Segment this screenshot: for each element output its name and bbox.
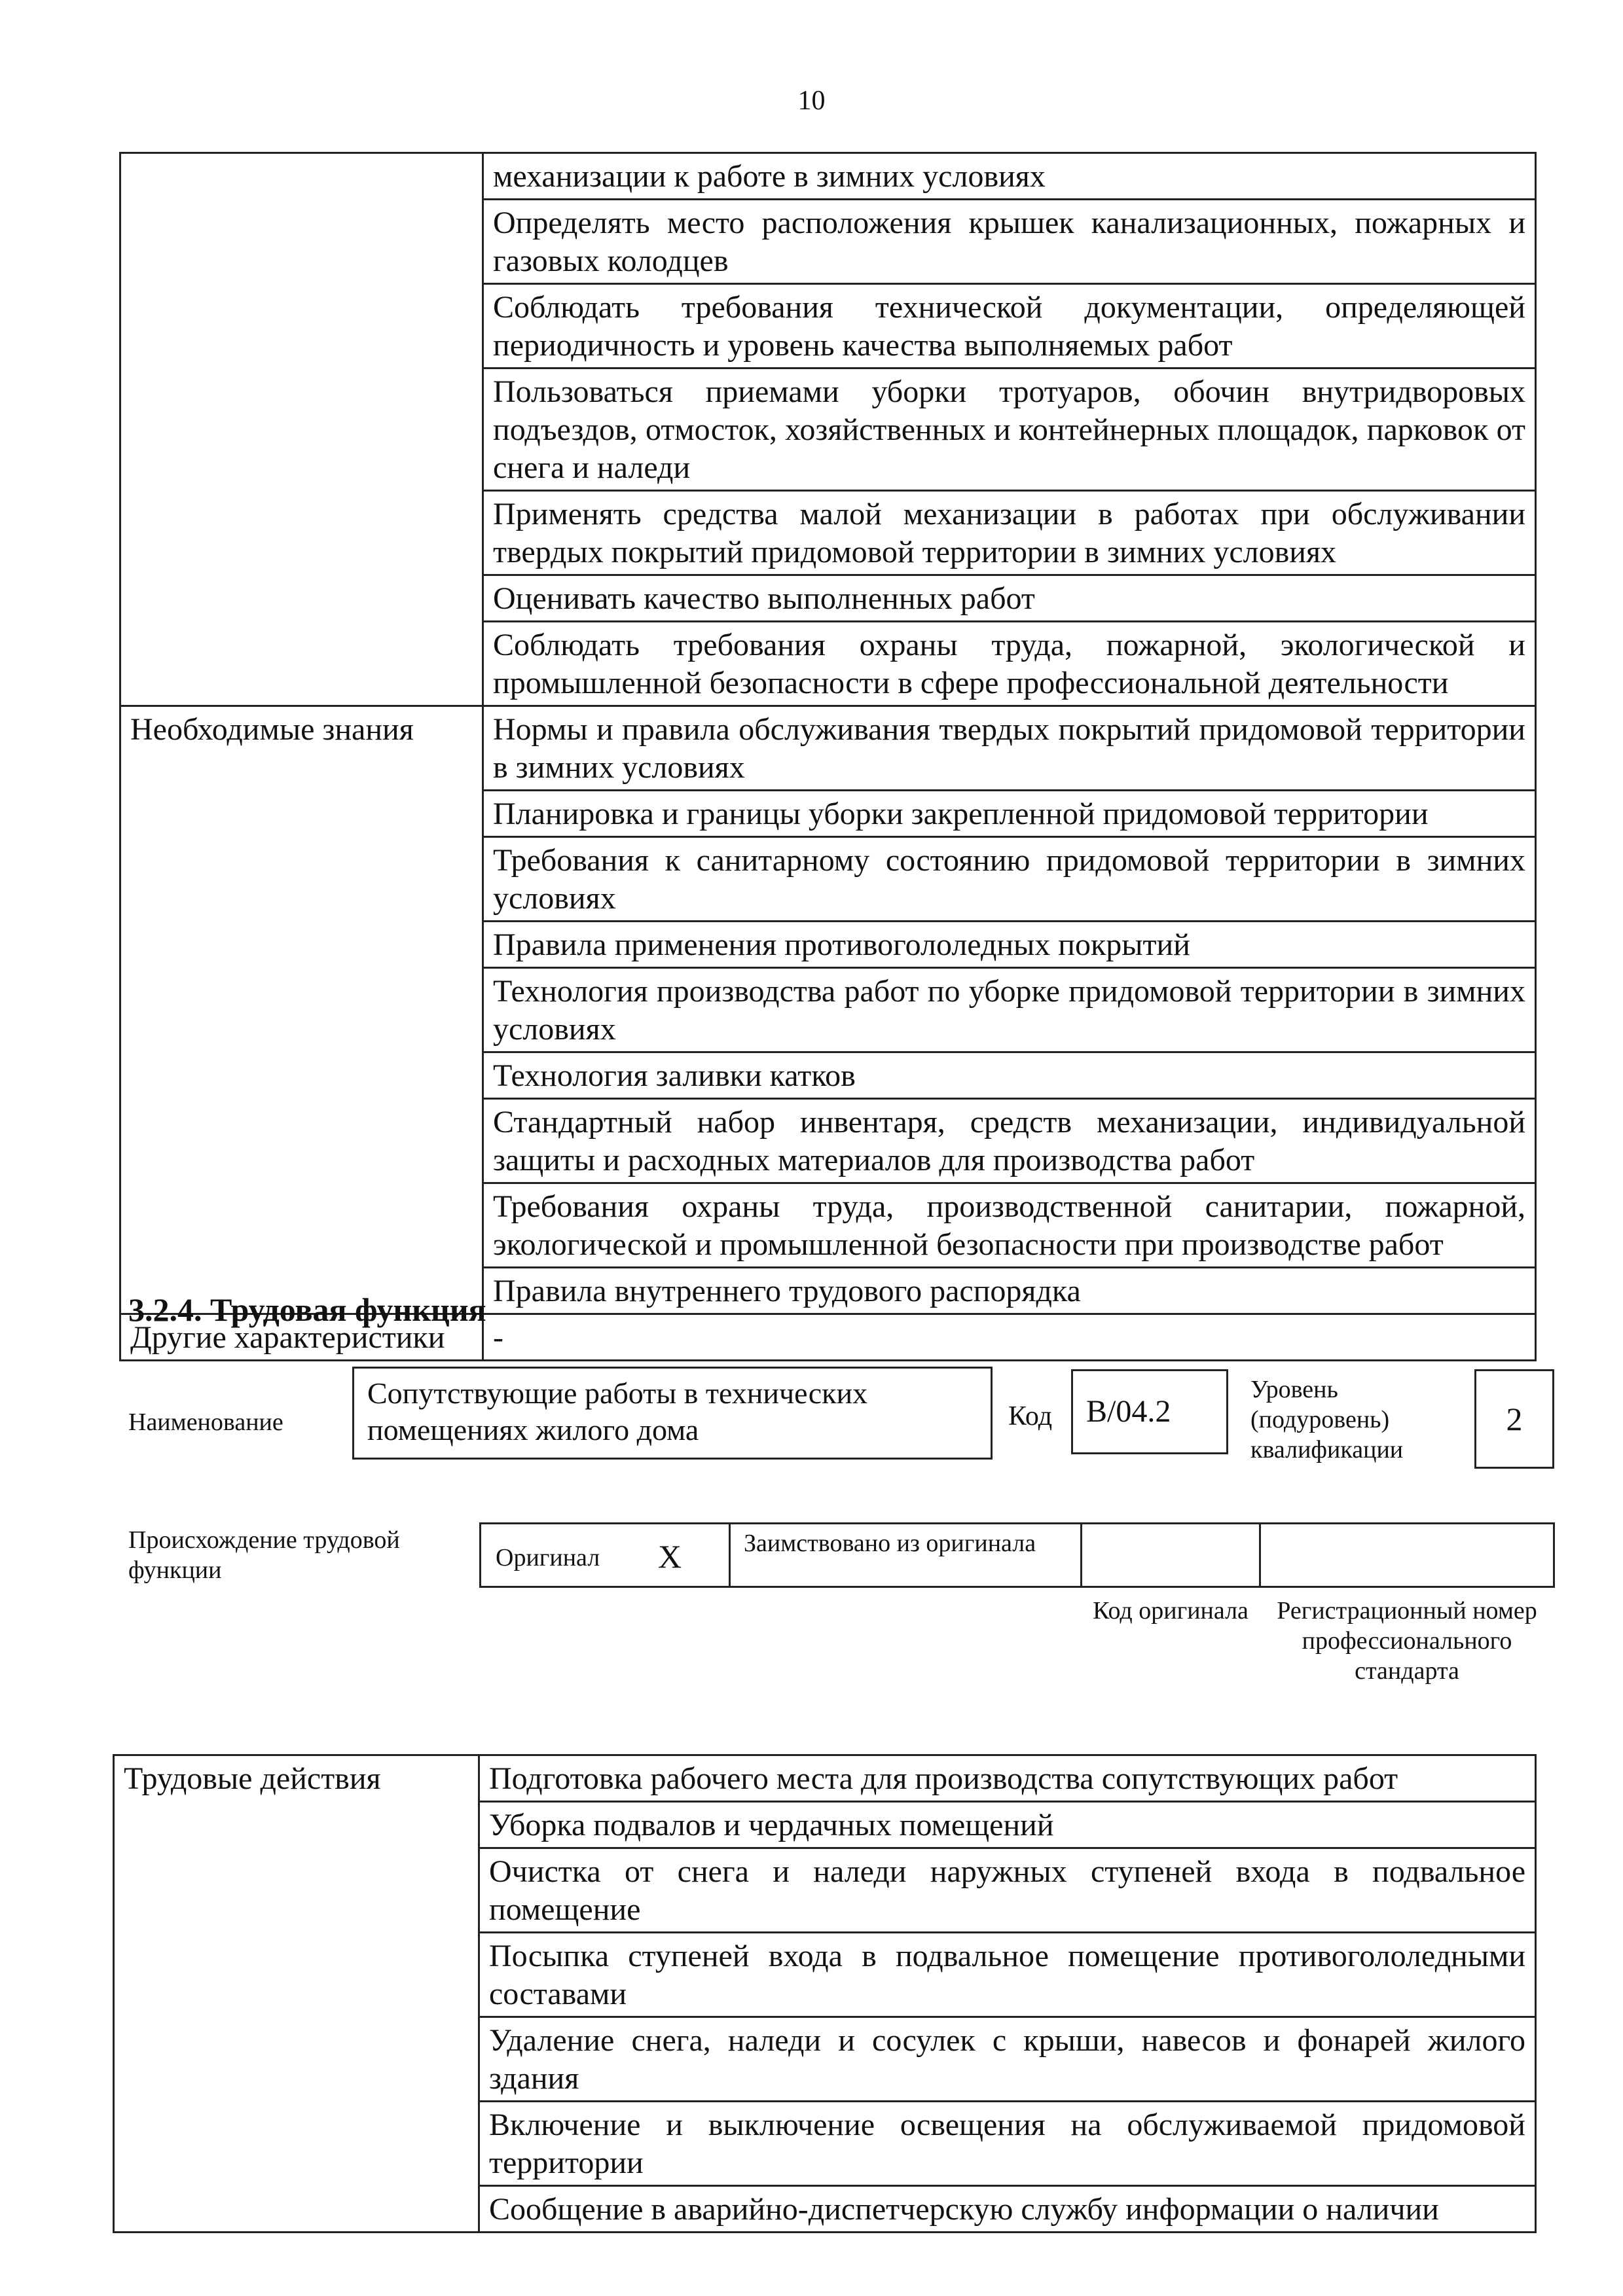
labor-action-item: Очистка от снега и наледи наружных ступеней входа в подвальное помещение [479,1848,1536,1933]
code-value-box: В/04.2 [1071,1369,1228,1454]
skill-item: Пользоваться приемами уборки тротуаров, обочин внутридворовых подъездов, отмосток, хозяйственных и контейнерных площадок, парковок от снега и наледи [483,368,1536,491]
page-number: 10 [797,86,826,116]
skill-item: Соблюдать требования охраны труда, пожарной, экологической и промышленной безопасности в сфере профессиональной деятельности [483,622,1536,706]
borrowed-label: Заимствовано из оригинала [744,1530,1036,1557]
competency-table [119,152,1537,1361]
section-title: 3.2.4. Трудовая функция [128,1291,486,1328]
knowledge-item: Технология заливки катков [483,1052,1536,1099]
original-mark: X [658,1538,682,1575]
origin-label: Происхождение трудовой функции [128,1526,400,1584]
skill-item: механизации к работе в зимних условиях [483,153,1536,200]
function-name-box: Сопутствующие работы в технических помещениях жилого дома [352,1367,993,1460]
labor-action-item: Подготовка рабочего места для производства сопутствующих работ [479,1755,1536,1802]
skills-label-cell [120,153,483,706]
code-label: Код [1008,1401,1053,1431]
registration-number-caption: Регистрационный номер профессионального стандарта [1277,1597,1537,1685]
table-row [114,1755,1536,1802]
original-code-caption: Код оригинала [1093,1597,1249,1624]
original-code-cell [1080,1522,1261,1588]
original-cell [479,1522,731,1588]
skill-item: Применять средства малой механизации в работах при обслуживании твердых покрытий придомовой территории в зимних условиях [483,491,1536,575]
other-characteristics-value: - [483,1314,1536,1361]
table-row [120,706,1536,791]
labor-action-item: Посыпка ступеней входа в подвальное помещение противогололедными составами [479,1933,1536,2017]
labor-action-item: Включение и выключение освещения на обслуживаемой придомовой территории [479,2102,1536,2186]
knowledge-label: Необходимые знания [120,706,483,1314]
other-characteristics-label: Другие характеристики [120,1314,483,1361]
knowledge-item: Планировка и границы уборки закрепленной придомовой территории [483,791,1536,837]
labor-action-item: Удаление снега, наледи и сосулек с крыши, навесов и фонарей жилого здания [479,2017,1536,2102]
skill-item: Соблюдать требования технической документации, определяющей периодичность и уровень качества выполняемых работ [483,284,1536,368]
registration-number-cell [1259,1522,1555,1588]
level-label: Уровень (подуровень) квалификации [1250,1376,1404,1463]
knowledge-item: Правила применения противогололедных покрытий [483,922,1536,968]
name-label: Наименование [128,1408,283,1436]
labor-actions-table [113,1754,1537,2233]
labor-action-item: Сообщение в аварийно-диспетчерскую службу информации о наличии [479,2186,1536,2233]
borrowed-cell [729,1522,1082,1588]
knowledge-item: Нормы и правила обслуживания твердых покрытий придомовой территории в зимних условиях [483,706,1536,791]
knowledge-item: Требования к санитарному состоянию придомовой территории в зимних условиях [483,837,1536,922]
skill-item: Определять место расположения крышек канализационных, пожарных и газовых колодцев [483,200,1536,284]
knowledge-item: Правила внутреннего трудового распорядка [483,1268,1536,1314]
original-label: Оригинал [496,1544,600,1571]
labor-action-item: Уборка подвалов и чердачных помещений [479,1802,1536,1848]
knowledge-item: Требования охраны труда, производственной санитарии, пожарной, экологической и промышленной безопасности при производстве работ [483,1183,1536,1268]
knowledge-item: Стандартный набор инвентаря, средств механизации, индивидуальной защиты и расходных материалов для производства работ [483,1099,1536,1183]
level-value-box: 2 [1474,1369,1554,1469]
skill-item: Оценивать качество выполненных работ [483,575,1536,622]
table-row [120,153,1536,200]
knowledge-item: Технология производства работ по уборке придомовой территории в зимних условиях [483,968,1536,1052]
labor-actions-label: Трудовые действия [114,1755,479,2233]
